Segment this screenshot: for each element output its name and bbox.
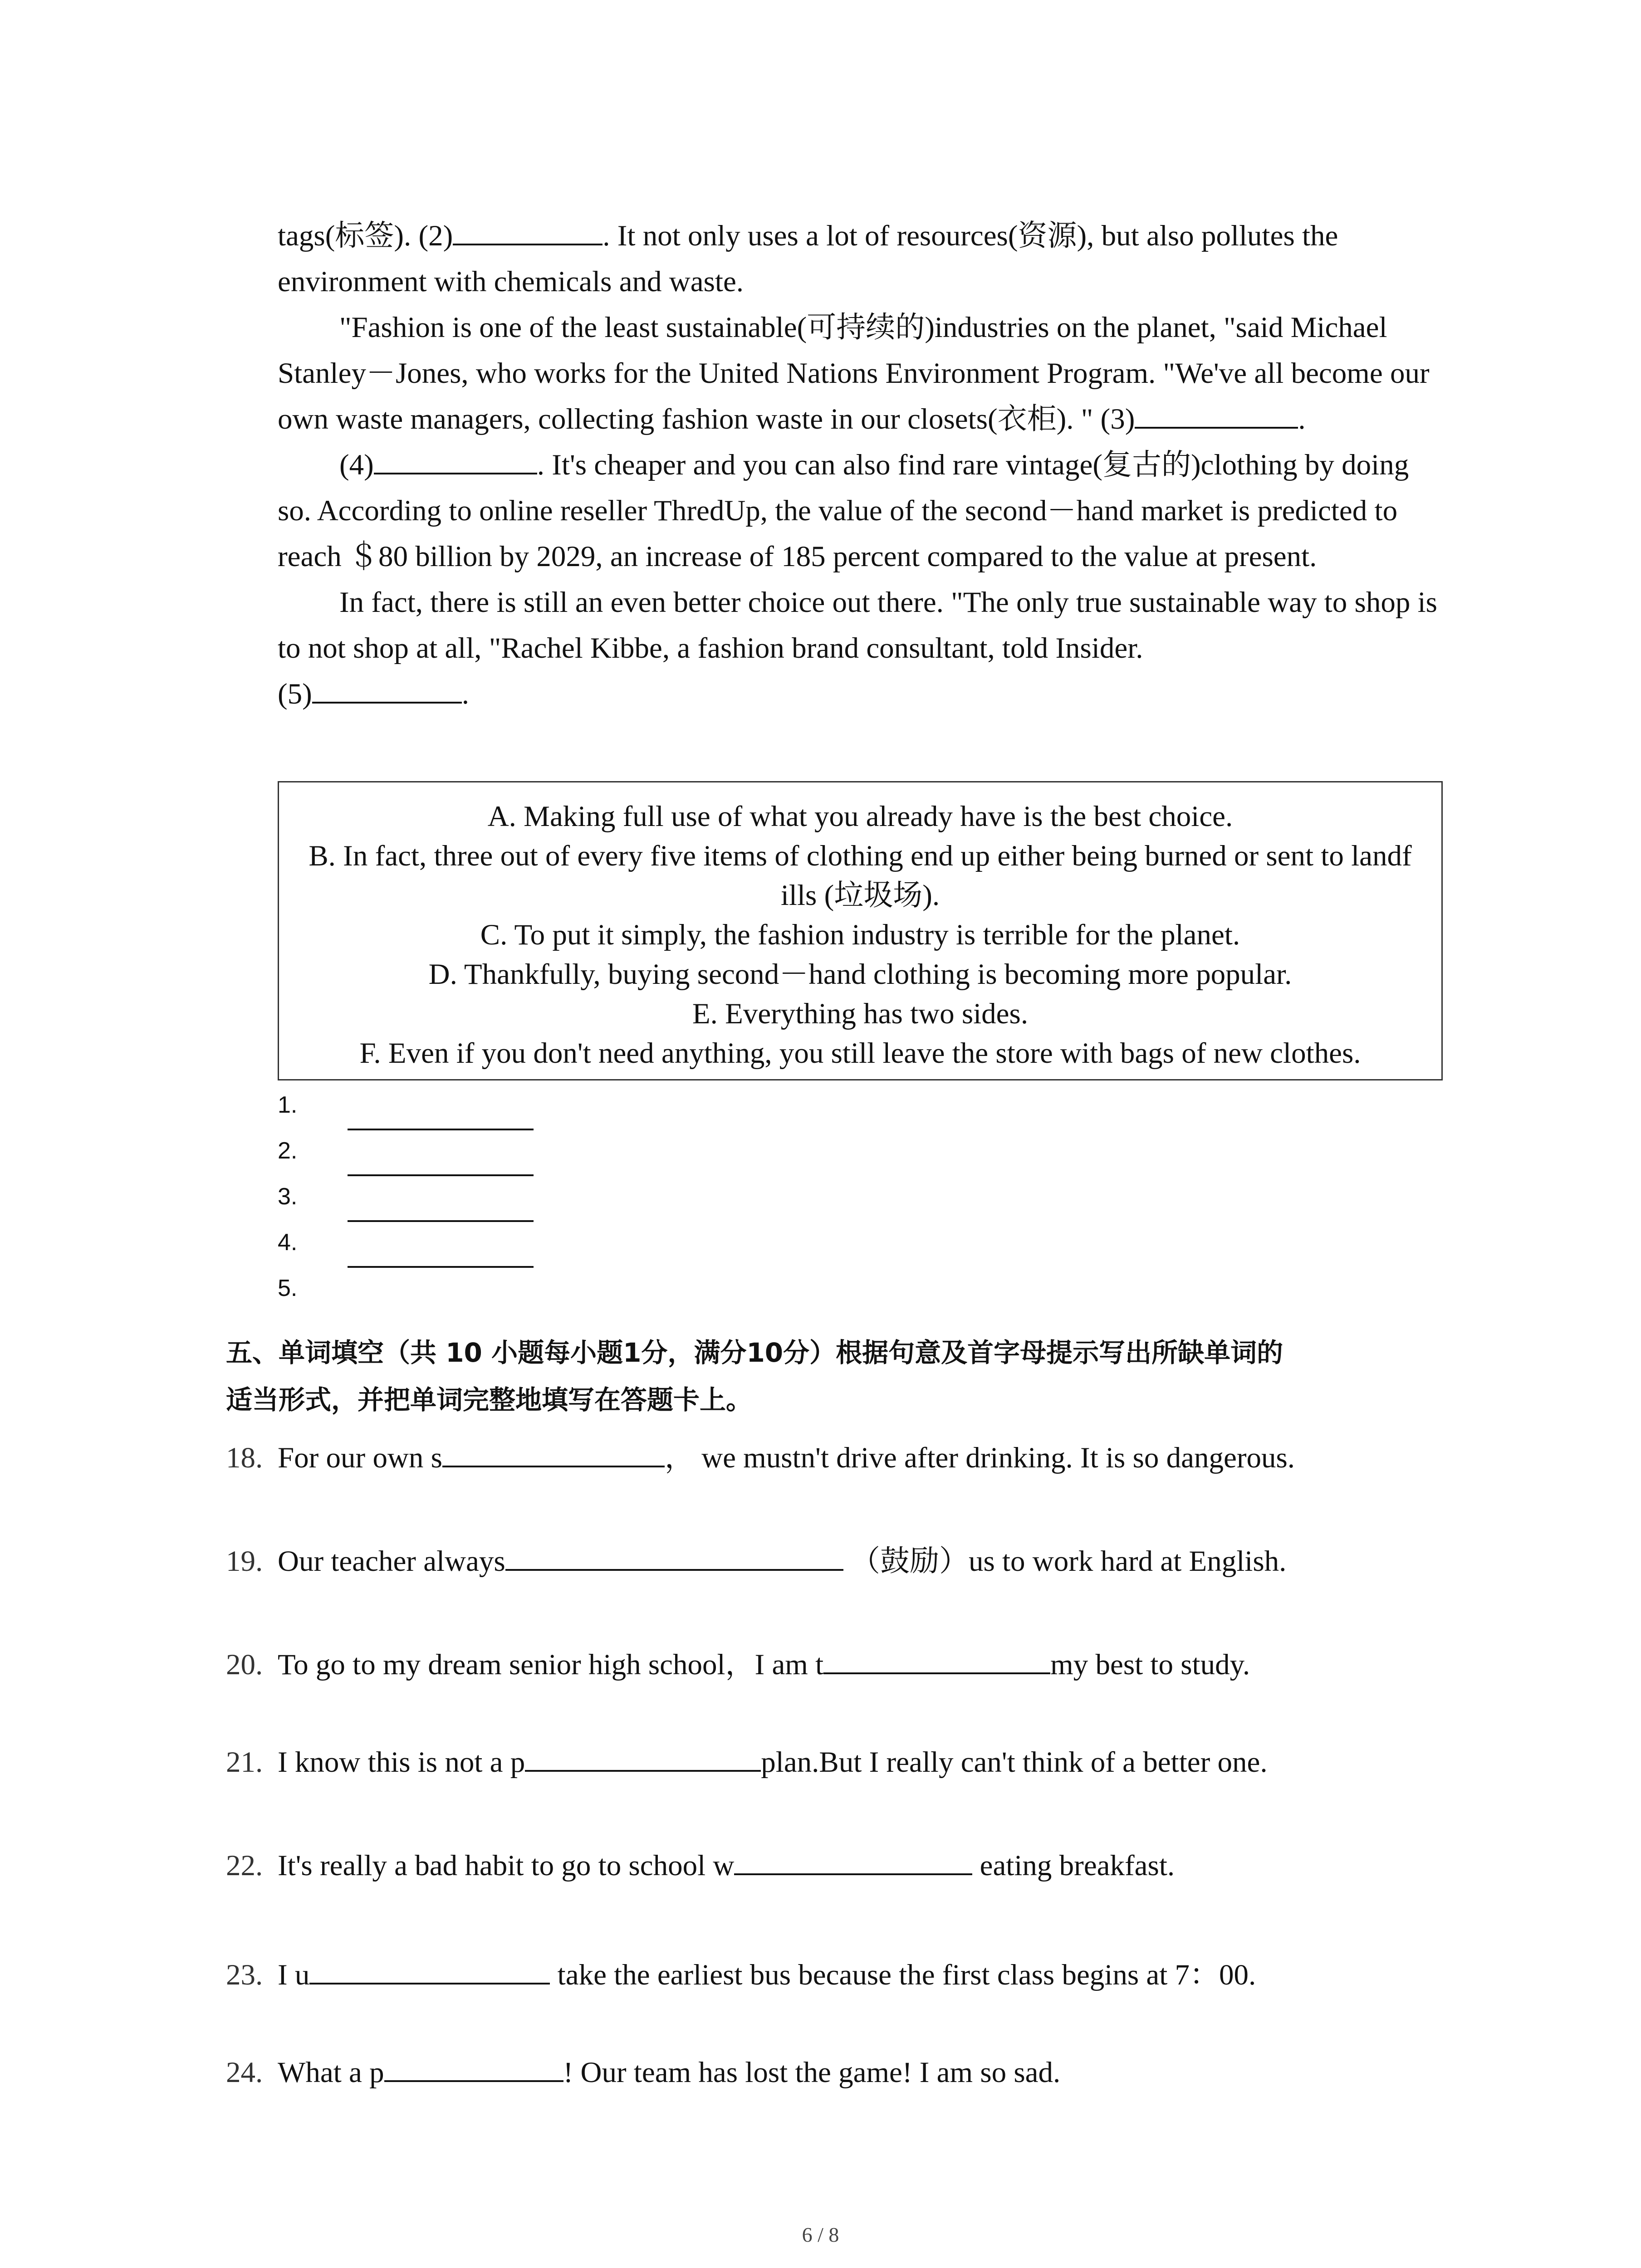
option-e: E. Everything has two sides. bbox=[692, 997, 1029, 1030]
paragraph-2 bbox=[278, 305, 1448, 442]
question-text: What a p bbox=[278, 2056, 384, 2089]
question-21 bbox=[226, 1744, 1268, 1779]
paragraph-3 bbox=[278, 442, 1448, 580]
question-text: （鼓励）us to work hard at English. bbox=[843, 1545, 1287, 1578]
fill-blank[interactable] bbox=[823, 1646, 1050, 1674]
fill-blank[interactable] bbox=[442, 1439, 665, 1467]
section-line-2: 适当形式，并把单词完整地填写在答题卡上。 bbox=[226, 1384, 753, 1415]
answer-line[interactable] bbox=[348, 1266, 534, 1268]
question-text: To go to my dream senior high school，I am t bbox=[278, 1648, 824, 1681]
fill-blank[interactable] bbox=[384, 2054, 563, 2082]
option-f: F. Even if you don't need anything, you still leave the store with bags of new clothes. bbox=[359, 1037, 1361, 1070]
question-text: It's really a bad habit to go to school w bbox=[278, 1849, 735, 1882]
question-24 bbox=[226, 2054, 1060, 2090]
question-number: 20. bbox=[226, 1648, 263, 1681]
paragraph-text: . bbox=[1298, 403, 1306, 435]
answer-blank-5[interactable] bbox=[312, 675, 462, 704]
question-number: 18. bbox=[226, 1442, 263, 1474]
question-20 bbox=[226, 1640, 1250, 1683]
answer-blank-2[interactable] bbox=[453, 217, 603, 245]
question-23 bbox=[226, 1950, 1256, 1993]
answer-line[interactable] bbox=[348, 1220, 534, 1222]
answer-number: 2. bbox=[278, 1138, 298, 1164]
question-number: 22. bbox=[226, 1849, 263, 1882]
paragraph-text: . It not only uses a lot of resources(资源), but also pollutes the environment with chemicals and waste. bbox=[278, 220, 1338, 298]
answer-number: 5. bbox=[278, 1275, 298, 1301]
option-b: B. In fact, three out of every five items of clothing end up either being burned or sent to landf ills (垃圾场). bbox=[309, 840, 1412, 912]
page-number: 6 / 8 bbox=[802, 2223, 839, 2246]
paragraph-text: tags(标签). (2) bbox=[278, 220, 453, 252]
answer-blank-3[interactable] bbox=[1135, 401, 1298, 429]
question-text: For our own s bbox=[278, 1442, 442, 1474]
option-d: D. Thankfully, buying second－hand clothing is becoming more popular. bbox=[428, 958, 1292, 991]
paragraph-text: (5) bbox=[278, 678, 312, 710]
answer-number: 1. bbox=[278, 1092, 298, 1118]
question-number: 23. bbox=[226, 1959, 263, 1991]
reading-passage bbox=[278, 213, 1448, 717]
fill-blank[interactable] bbox=[505, 1543, 843, 1571]
question-text: ， we mustn't drive after drinking. It is so dangerous. bbox=[664, 1442, 1295, 1474]
question-text: Our teacher always bbox=[278, 1545, 505, 1578]
section-header bbox=[226, 1329, 1451, 1423]
question-22 bbox=[226, 1847, 1175, 1883]
option-a: A. Making full use of what you already have is the best choice. bbox=[487, 800, 1233, 833]
question-text: my best to study. bbox=[1050, 1648, 1250, 1681]
fill-blank[interactable] bbox=[525, 1744, 761, 1772]
fill-blank[interactable] bbox=[309, 1956, 550, 1984]
paragraph-text: . bbox=[461, 678, 470, 710]
question-text: ! Our team has lost the game! I am so sad. bbox=[563, 2056, 1061, 2089]
question-19 bbox=[226, 1537, 1286, 1579]
question-text: eating breakfast. bbox=[972, 1849, 1175, 1882]
paragraph-text: . It's cheaper and you can also find rare vintage(复古的)clothing by doing so. According to online reseller ThredUp, the value of the second－hand market is predicted to reach ＄80 billion by 2029, an increase of 185 percent compared to the value at present. bbox=[278, 449, 1409, 573]
answer-number: 3. bbox=[278, 1183, 298, 1210]
fill-blank[interactable] bbox=[734, 1847, 972, 1875]
section-line-1: 五、单词填空（共 10 小题每小题1分，满分10分）根据句意及首字母提示写出所缺单词的 bbox=[226, 1337, 1283, 1368]
paragraph-text: (4) bbox=[339, 449, 374, 481]
question-text: take the earliest bus because the first class begins at 7：00. bbox=[550, 1959, 1256, 1991]
question-text: I u bbox=[278, 1959, 310, 1991]
question-text: I know this is not a p bbox=[278, 1746, 525, 1779]
question-number: 21. bbox=[226, 1746, 263, 1779]
answer-line[interactable] bbox=[348, 1174, 534, 1176]
question-number: 19. bbox=[226, 1545, 263, 1578]
question-text: plan.But I really can't think of a better one. bbox=[761, 1746, 1268, 1779]
paragraph-1 bbox=[278, 213, 1448, 305]
option-c: C. To put it simply, the fashion industry is terrible for the planet. bbox=[480, 919, 1240, 951]
question-18 bbox=[226, 1433, 1295, 1476]
question-number: 24. bbox=[226, 2056, 263, 2089]
paragraph-text: "Fashion is one of the least sustainable(可持续的)industries on the planet, "said Michael Stanley－Jones, who works for the United Nations Environment Program. "We've all become our own waste managers, collecting fashion waste in our closets(衣柜). " (3) bbox=[278, 311, 1430, 435]
answer-line[interactable] bbox=[348, 1129, 534, 1130]
paragraph-5 bbox=[278, 671, 1448, 717]
paragraph-4: In fact, there is still an even better choice out there. "The only true sustainable way to shop is to not shop at all, "Rachel Kibbe, a fashion brand consultant, told Insider. bbox=[278, 586, 1437, 665]
options-box bbox=[278, 781, 1443, 1080]
answer-blank-4[interactable] bbox=[374, 446, 537, 474]
answer-number: 4. bbox=[278, 1229, 298, 1256]
